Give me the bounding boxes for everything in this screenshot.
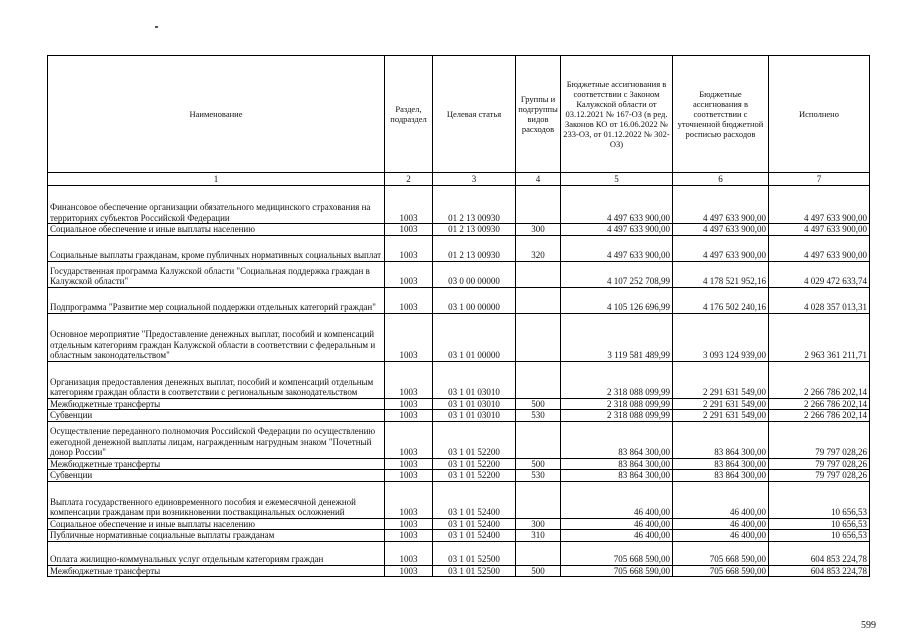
table-row [48,398,870,410]
table-row [48,313,870,361]
row-target: 01 2 13 00930 [433,224,516,236]
row-refined: 2 291 631 549,00 [673,398,769,410]
column-number: 5 [561,173,673,186]
row-section: 1003 [385,186,433,224]
row-group [516,421,561,458]
row-section: 1003 [385,261,433,287]
row-name: Оплата жилищно-коммунальных услуг отдельным категориям граждан [48,541,385,565]
row-group: 310 [516,530,561,542]
column-number: 3 [433,173,516,186]
header-target: Целевая статья [433,56,516,173]
table-row [48,530,870,542]
budget-table [47,55,870,577]
header-groups: Группы и подгруппы видов расходов [516,56,561,173]
row-executed: 4 029 472 633,74 [769,261,870,287]
row-target: 03 1 01 03010 [433,361,516,398]
row-law: 46 400,00 [561,518,673,530]
row-law: 3 119 581 489,99 [561,313,673,361]
row-section: 1003 [385,313,433,361]
row-section: 1003 [385,410,433,422]
row-target: 03 1 01 00000 [433,313,516,361]
column-number: 7 [769,173,870,186]
row-executed: 4 497 633 900,00 [769,235,870,261]
row-executed: 604 853 224,78 [769,565,870,577]
row-group: 500 [516,565,561,577]
row-target: 03 1 01 03010 [433,398,516,410]
row-executed: 604 853 224,78 [769,541,870,565]
row-target: 03 1 01 52400 [433,481,516,518]
row-refined: 2 291 631 549,00 [673,361,769,398]
row-target: 03 0 00 00000 [433,261,516,287]
row-target: 03 1 01 52500 [433,565,516,577]
table-row [48,261,870,287]
row-name: Межбюджетные трансферты [48,458,385,470]
row-target: 01 2 13 00930 [433,235,516,261]
column-number: 1 [48,173,385,186]
row-refined: 4 497 633 900,00 [673,235,769,261]
table-row [48,224,870,236]
row-refined: 2 291 631 549,00 [673,410,769,422]
row-name: Субвенции [48,470,385,482]
header-row [48,56,870,173]
table-row [48,410,870,422]
table-row [48,186,870,224]
row-law: 2 318 088 099,99 [561,361,673,398]
row-target: 03 1 01 52200 [433,421,516,458]
row-refined: 705 668 590,00 [673,565,769,577]
row-law: 83 864 300,00 [561,458,673,470]
row-name: Социальное обеспечение и иные выплаты населению [48,224,385,236]
row-target: 03 1 01 52500 [433,541,516,565]
row-group: 530 [516,470,561,482]
scan-speck [155,26,158,28]
row-executed: 4 497 633 900,00 [769,224,870,236]
row-name: Организация предоставления денежных выплат, пособий и компенсаций отдельным категориям граждан области в соответствии с региональным законодательством [48,361,385,398]
row-name: Межбюджетные трансферты [48,398,385,410]
row-section: 1003 [385,361,433,398]
row-target: 03 1 01 52200 [433,458,516,470]
row-name: Основное мероприятие "Предоставление денежных выплат, пособий и компенсаций отдельным категориям граждан Калужской области в соответствии с федеральным и областным законодательством" [48,313,385,361]
row-name: Межбюджетные трансферты [48,565,385,577]
row-target: 01 2 13 00930 [433,186,516,224]
row-group [516,186,561,224]
table-row [48,421,870,458]
row-name: Социальное обеспечение и иные выплаты населению [48,518,385,530]
row-executed: 79 797 028,26 [769,458,870,470]
row-group [516,481,561,518]
row-section: 1003 [385,224,433,236]
row-refined: 4 176 502 240,16 [673,287,769,313]
row-section: 1003 [385,398,433,410]
row-section: 1003 [385,541,433,565]
column-number-row [48,173,870,186]
row-target: 03 1 01 52400 [433,518,516,530]
row-group [516,313,561,361]
row-executed: 4 028 357 013,31 [769,287,870,313]
row-executed: 2 266 786 202,14 [769,361,870,398]
column-number: 2 [385,173,433,186]
row-name: Осуществление переданного полномочия Российской Федерации по осуществлению ежегодной денежной выплаты лицам, награжденным нагрудным знаком "Почетный донор России" [48,421,385,458]
table-row [48,565,870,577]
row-group: 300 [516,224,561,236]
row-executed: 10 656,53 [769,530,870,542]
row-group: 300 [516,518,561,530]
column-number: 6 [673,173,769,186]
row-refined: 46 400,00 [673,481,769,518]
row-group: 500 [516,398,561,410]
row-name: Государственная программа Калужской области "Социальная поддержка граждан в Калужской области" [48,261,385,287]
row-refined: 83 864 300,00 [673,421,769,458]
row-name: Выплата государственного единовременного пособия и ежемесячной денежной компенсации гражданам при возникновении поствакцинальных осложнений [48,481,385,518]
row-law: 705 668 590,00 [561,541,673,565]
table-row [48,541,870,565]
row-target: 03 1 01 52200 [433,470,516,482]
row-group: 530 [516,410,561,422]
header-name: Наименование [48,56,385,173]
row-name: Подпрограмма "Развитие мер социальной поддержки отдельных категорий граждан" [48,287,385,313]
row-name: Социальные выплаты гражданам, кроме публичных нормативных социальных выплат [48,235,385,261]
row-group [516,541,561,565]
header-refined: Бюджетные ассигнования в соответствии с уточненной бюджетной росписью расходов [673,56,769,173]
row-refined: 3 093 124 939,00 [673,313,769,361]
row-section: 1003 [385,458,433,470]
column-number: 4 [516,173,561,186]
row-refined: 46 400,00 [673,530,769,542]
row-target: 03 1 01 52400 [433,530,516,542]
row-law: 46 400,00 [561,481,673,518]
row-law: 46 400,00 [561,530,673,542]
header-executed: Исполнено [769,56,870,173]
row-section: 1003 [385,470,433,482]
row-executed: 2 266 786 202,14 [769,398,870,410]
row-name: Финансовое обеспечение организации обязательного медицинского страхования на территориях субъектов Российской Федерации [48,186,385,224]
header-law: Бюджетные ассигнования в соответствии с Законом Калужской области от 03.12.2021 № 167-ОЗ (в ред. Законов КО от 16.06.2022 № 233-ОЗ, от 01.12.2022 № 302-ОЗ) [561,56,673,173]
page-number: 599 [861,620,876,631]
row-law: 83 864 300,00 [561,421,673,458]
row-executed: 2 266 786 202,14 [769,410,870,422]
row-executed: 2 963 361 211,71 [769,313,870,361]
row-law: 4 497 633 900,00 [561,235,673,261]
table-row [48,235,870,261]
row-section: 1003 [385,235,433,261]
table-row [48,481,870,518]
row-law: 4 497 633 900,00 [561,186,673,224]
row-refined: 4 497 633 900,00 [673,224,769,236]
row-law: 2 318 088 099,99 [561,398,673,410]
row-law: 4 105 126 696,99 [561,287,673,313]
row-group [516,261,561,287]
table-row [48,518,870,530]
row-section: 1003 [385,287,433,313]
row-group: 320 [516,235,561,261]
row-target: 03 1 00 00000 [433,287,516,313]
row-law: 4 497 633 900,00 [561,224,673,236]
table-row [48,361,870,398]
row-law: 4 107 252 708,99 [561,261,673,287]
row-refined: 4 497 633 900,00 [673,186,769,224]
row-section: 1003 [385,481,433,518]
row-refined: 83 864 300,00 [673,458,769,470]
row-law: 705 668 590,00 [561,565,673,577]
table-row [48,287,870,313]
row-executed: 79 797 028,26 [769,470,870,482]
row-executed: 4 497 633 900,00 [769,186,870,224]
row-group: 500 [516,458,561,470]
header-section: Раздел, подраздел [385,56,433,173]
row-name: Субвенции [48,410,385,422]
row-law: 2 318 088 099,99 [561,410,673,422]
row-group [516,287,561,313]
row-section: 1003 [385,565,433,577]
table-row [48,458,870,470]
row-group [516,361,561,398]
row-refined: 46 400,00 [673,518,769,530]
row-executed: 79 797 028,26 [769,421,870,458]
row-refined: 83 864 300,00 [673,470,769,482]
row-refined: 705 668 590,00 [673,541,769,565]
row-executed: 10 656,53 [769,481,870,518]
table-row [48,470,870,482]
row-target: 03 1 01 03010 [433,410,516,422]
row-name: Публичные нормативные социальные выплаты гражданам [48,530,385,542]
row-section: 1003 [385,518,433,530]
row-section: 1003 [385,530,433,542]
row-law: 83 864 300,00 [561,470,673,482]
row-executed: 10 656,53 [769,518,870,530]
row-section: 1003 [385,421,433,458]
row-refined: 4 178 521 952,16 [673,261,769,287]
